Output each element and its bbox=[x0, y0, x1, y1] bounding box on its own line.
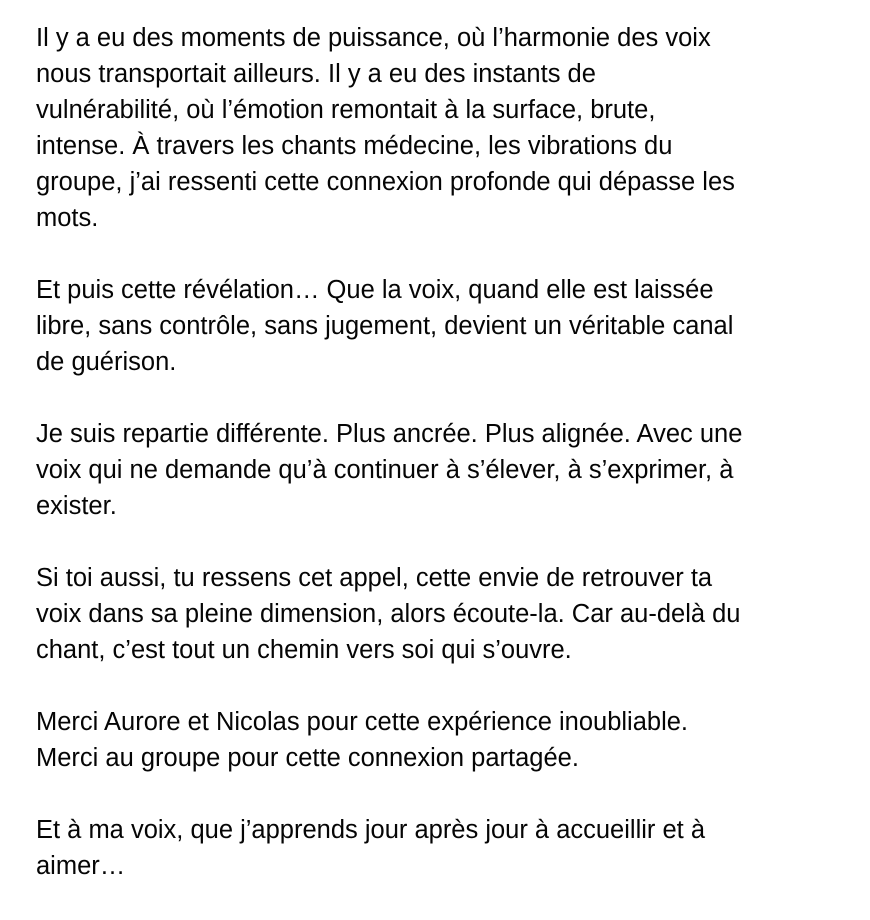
paragraph-3 bbox=[36, 416, 856, 524]
text-line: voix dans sa pleine dimension, alors écoute-la. Car au-delà du bbox=[36, 600, 741, 628]
text-line: Merci au groupe pour cette connexion partagée. bbox=[36, 744, 579, 772]
text-line: voix qui ne demande qu’à continuer à s’élever, à s’exprimer, à bbox=[36, 456, 734, 484]
text-line: Je suis repartie différente. Plus ancrée. Plus alignée. Avec une bbox=[36, 420, 743, 448]
text-line: Merci Aurore et Nicolas pour cette expérience inoubliable. bbox=[36, 708, 689, 736]
text-line: de guérison. bbox=[36, 348, 177, 376]
text-line: Il y a eu des moments de puissance, où l’harmonie des voix bbox=[36, 24, 711, 52]
text-line: exister. bbox=[36, 492, 117, 520]
text-line: vulnérabilité, où l’émotion remontait à la surface, brute, bbox=[36, 96, 656, 124]
paragraph-6 bbox=[36, 812, 856, 884]
text-line: aimer… bbox=[36, 852, 126, 880]
text-line: Et à ma voix, que j’apprends jour après jour à accueillir et à bbox=[36, 816, 706, 844]
text-line: nous transportait ailleurs. Il y a eu des instants de bbox=[36, 60, 596, 88]
paragraph-2 bbox=[36, 272, 856, 380]
text-line: mots. bbox=[36, 204, 99, 232]
paragraph-1 bbox=[36, 20, 856, 236]
text-line: chant, c’est tout un chemin vers soi qui s’ouvre. bbox=[36, 636, 572, 664]
text-line: groupe, j’ai ressenti cette connexion profonde qui dépasse les bbox=[36, 168, 735, 196]
text-line: Et puis cette révélation… Que la voix, quand elle est laissée bbox=[36, 276, 714, 304]
post-body bbox=[36, 20, 856, 920]
paragraph-5 bbox=[36, 704, 856, 776]
text-line: intense. À travers les chants médecine, les vibrations du bbox=[36, 132, 673, 160]
text-line: libre, sans contrôle, sans jugement, devient un véritable canal bbox=[36, 312, 734, 340]
paragraph-4 bbox=[36, 560, 856, 668]
text-line: Si toi aussi, tu ressens cet appel, cette envie de retrouver ta bbox=[36, 564, 713, 592]
